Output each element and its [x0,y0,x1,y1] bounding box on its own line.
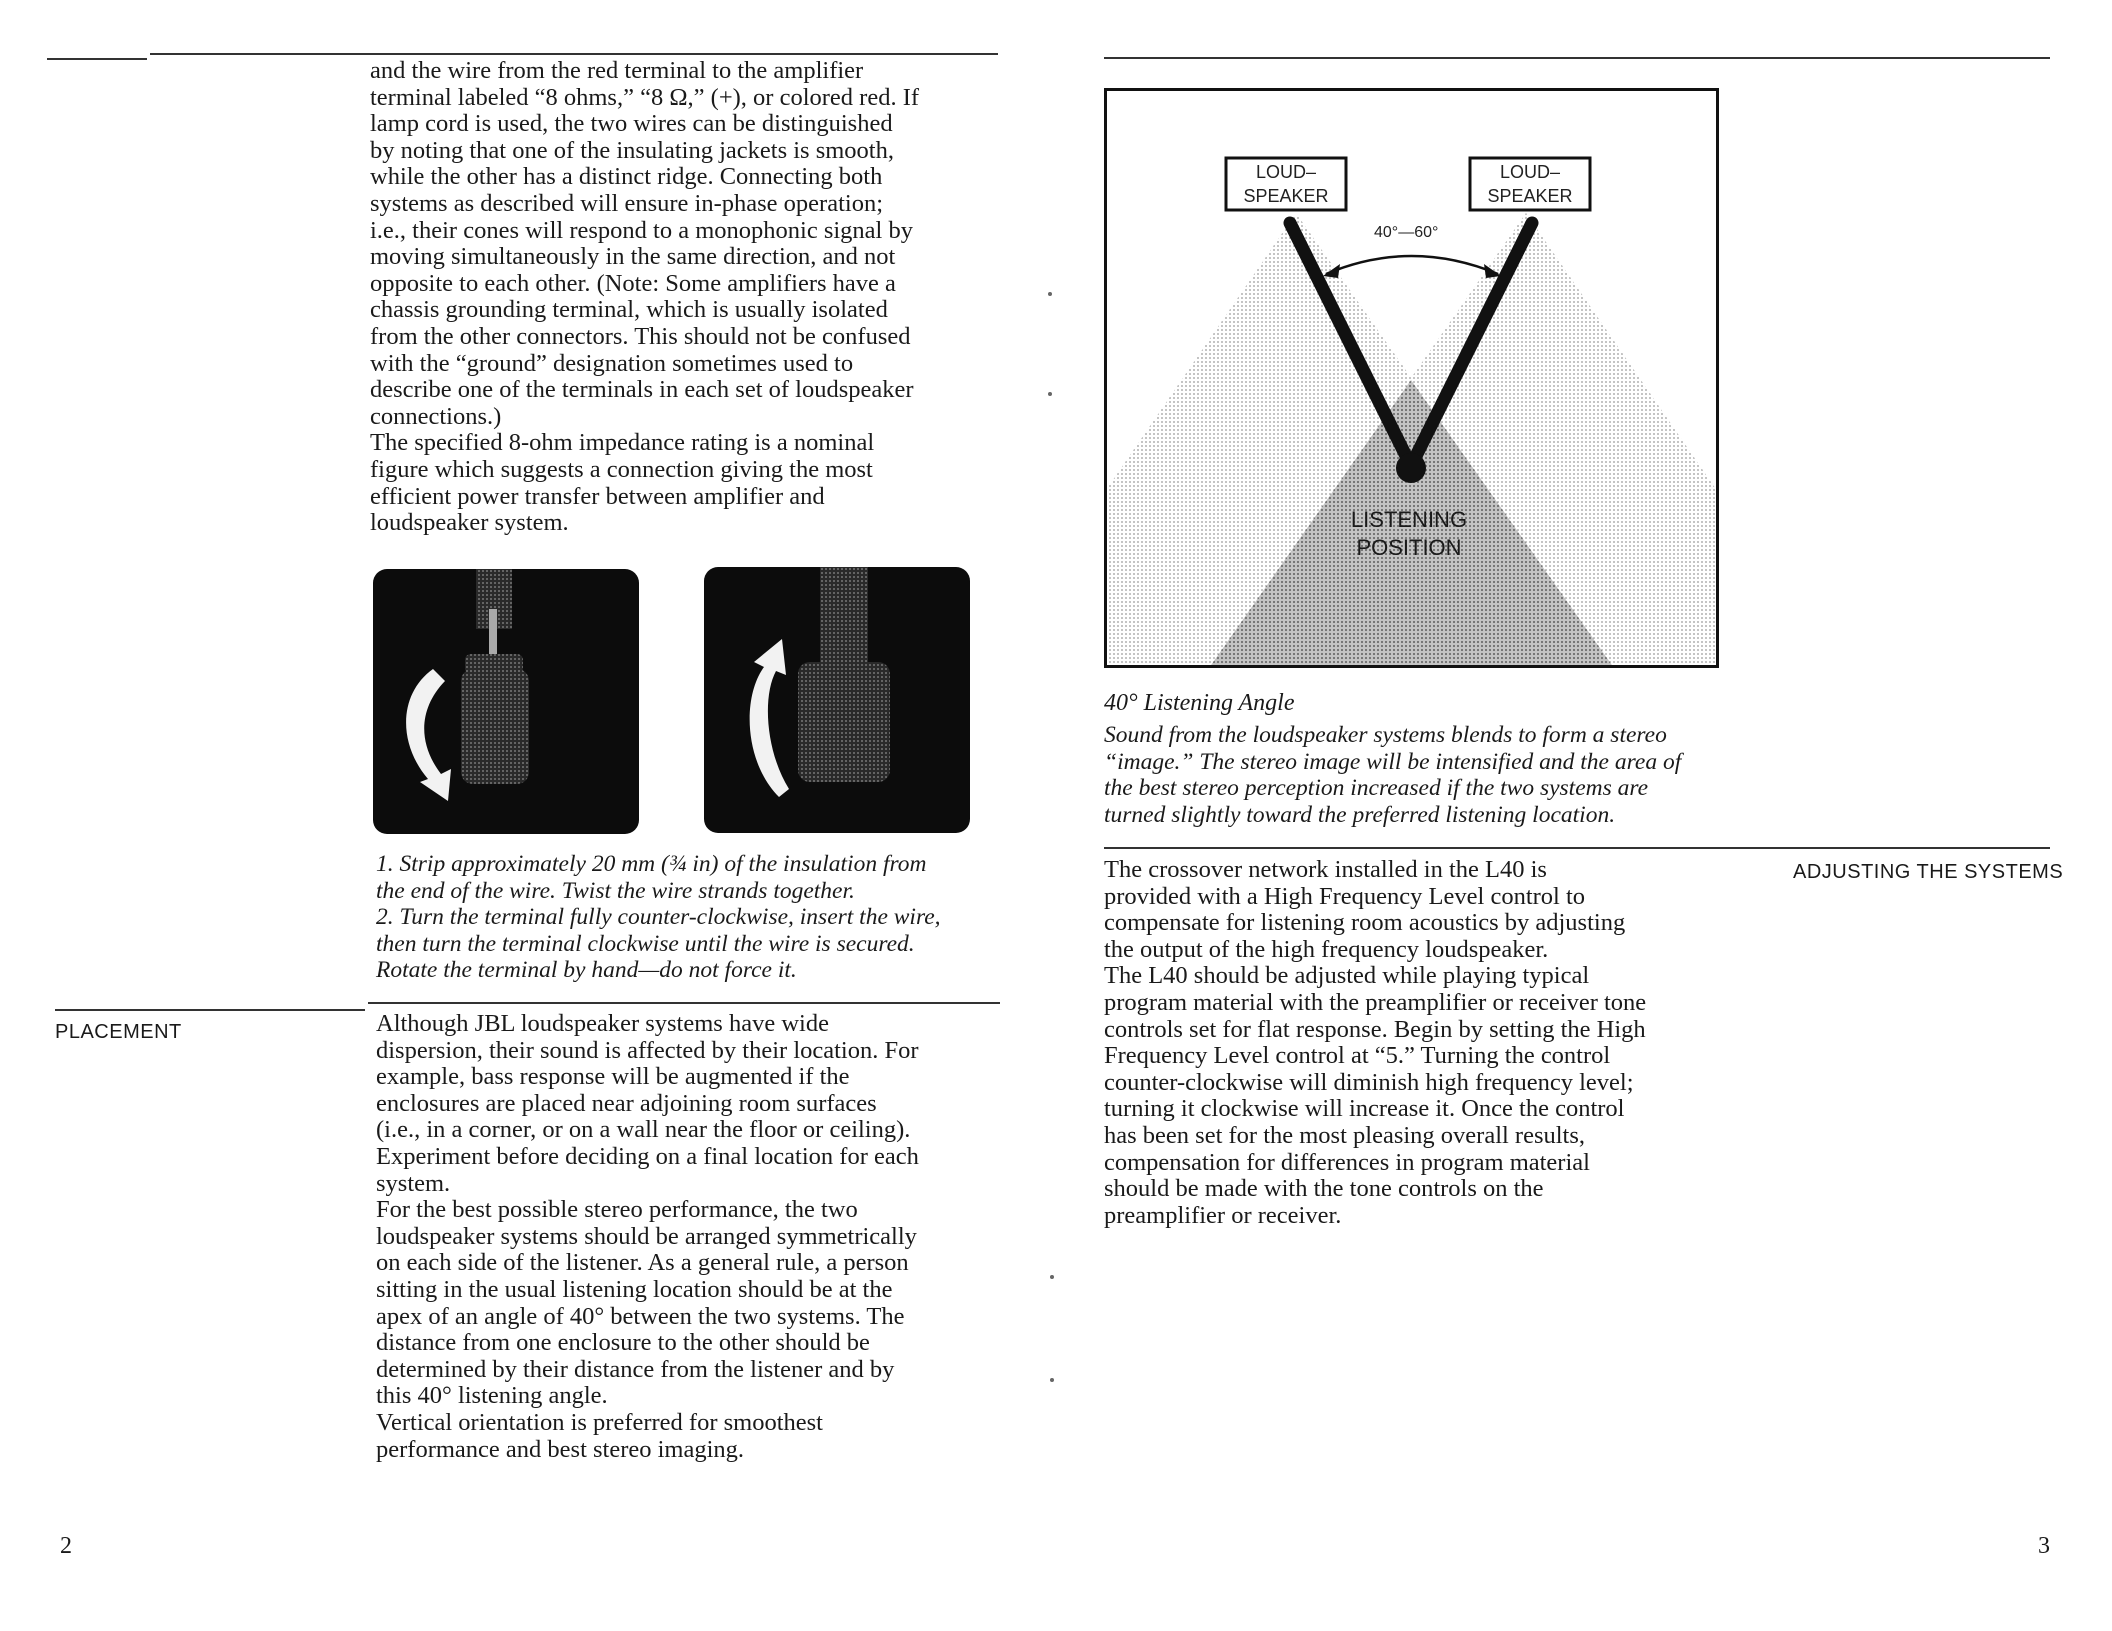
page-number-left: 2 [60,1533,72,1559]
top-rule-left-body [150,53,998,55]
adjusting-heading: ADJUSTING THE SYSTEMS [1793,861,2064,883]
figure-title: 40° Listening Angle [1104,690,1295,716]
wiring-continuation-text: and the wire from the red terminal to the amplifier terminal labeled “8 ohms,” “8 Ω,” (+), or colored red. If lamp cord is used, the two wires can be distinguished by noting that one of the insulating jackets is smooth, while the other has a distinct ridge. Connecting both systems as described will ensure in-phase operation; i.e., their cones will respond to a monophonic signal by moving simultaneously in the same direction, and not opposite to each other. (Note: Some amplifiers have a chassis grounding terminal, which is usually isolated from the other connectors. This should not be confused with the “ground” designation sometimes used to describe one of the terminals in each set of loudspeaker connections.) The specified 8-ohm impedance rating is a nominal figure which suggests a connection giving the most efficient power transfer between amplifier and loudspeaker system. [370,57,920,537]
terminal-secure-illustration [704,567,970,833]
gutter-mark [1050,1275,1054,1279]
gutter-mark [1050,1378,1054,1382]
terminal-photo-1 [373,569,639,834]
right-loudspeaker-label: LOUD– SPEAKER [1487,162,1573,206]
top-rule-right [1104,57,2050,59]
figure-caption: Sound from the loudspeaker systems blends to form a stereo “image.” The stereo image will be intensified and the area of the best stereo perception increased if the two systems are turned slightly toward the preferred listening location. [1104,722,1682,828]
listening-angle-svg [1104,88,1719,668]
rotate-counterclockwise-arrow-icon [406,669,451,801]
left-loudspeaker-label: LOUD– SPEAKER [1243,162,1329,206]
top-rule-left-margin [47,58,147,60]
gutter-mark [1048,292,1052,296]
listening-angle-diagram [1104,88,1719,668]
terminal-photo-2 [704,567,970,833]
listening-position-label: LISTENING POSITION [1350,507,1468,560]
placement-rule-body [368,1002,1000,1004]
rotate-clockwise-arrow-icon [750,639,789,797]
page-number-right: 3 [2038,1533,2050,1559]
adjusting-text: The crossover network installed in the L40 is provided with a High Frequency Level control to compensate for listening room acoustics by adjusting the output of the high frequency loudspeaker. The L40 should be adjusted while playing typical program material with the preamplifier or receiver tone controls set for flat response. Begin by setting the High Frequency Level control at “5.” Turning the control counter-clockwise will diminish high frequency level; turning it clockwise will increase it. Once the control has been set for the most pleasing overall results, compensation for differences in program material should be made with the tone controls on the preamplifier or receiver. [1104,856,1647,1229]
placement-heading: PLACEMENT [55,1021,182,1043]
listener-head-icon [1396,453,1426,483]
angle-label: 40°—60° [1374,224,1439,241]
terminal-photo-caption: 1. Strip approximately 20 mm (¾ in) of the insulation from the end of the wire. Twist the wire strands together. 2. Turn the terminal fully counter-clockwise, insert the wire, then turn the terminal clockwise until the wire is secured. Rotate the terminal by hand—do not force it. [376,851,941,984]
placement-text: Although JBL loudspeaker systems have wide dispersion, their sound is affected by their location. For example, bass response will be augmented if the enclosures are placed near adjoining room surfaces (i.e., in a corner, or on a wall near the floor or ceiling). Experiment before deciding on a final location for each system. For the best possible stereo performance, the two loudspeaker systems should be arranged symmetrically on each side of the listener. As a general rule, a person sitting in the usual listening location should be at the apex of an angle of 40° between the two systems. The distance from one enclosure to the other should be determined by their distance from the listener and by this 40° listening angle. Vertical orientation is preferred for smoothest performance and best stereo imaging. [376,1010,919,1463]
adjusting-rule [1104,847,2050,849]
gutter-mark [1048,392,1052,396]
terminal-strip-illustration [373,569,639,834]
placement-rule-margin [55,1009,365,1011]
